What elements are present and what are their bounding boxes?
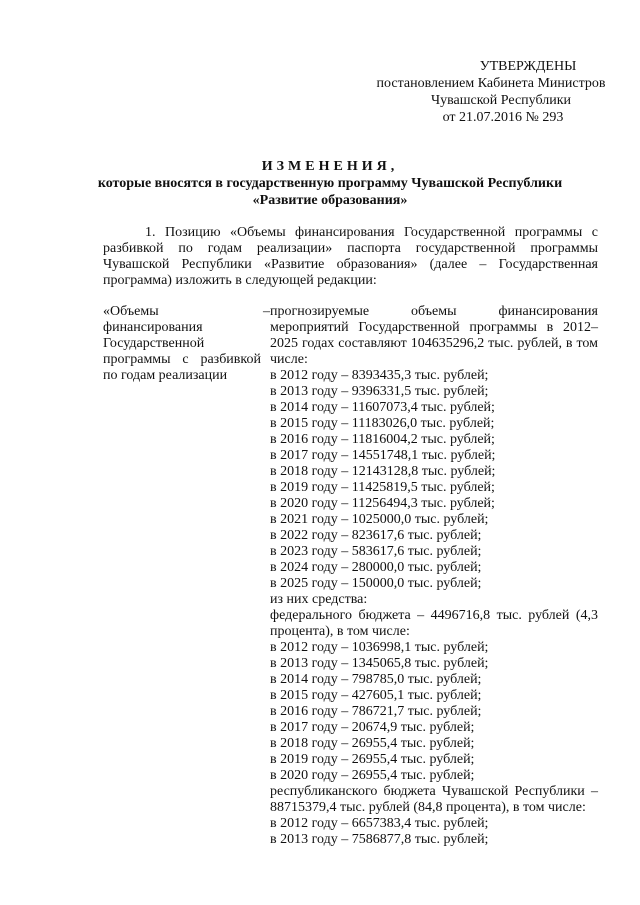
list-item: в 2017 году – 14551748,1 тыс. рублей;	[270, 448, 496, 463]
heading-line-1: которые вносятся в государственную программу Чувашской Республики	[97, 176, 563, 191]
list-item: в 2013 году – 9396331,5 тыс. рублей;	[270, 384, 489, 399]
list-item: в 2013 году – 7586877,8 тыс. рублей;	[270, 832, 489, 847]
list-item: в 2021 году – 1025000,0 тыс. рублей;	[270, 512, 489, 527]
list-item: в 2025 году – 150000,0 тыс. рублей;	[270, 576, 482, 591]
list-item: в 2024 году – 280000,0 тыс. рублей;	[270, 560, 482, 575]
list-item: в 2012 году – 6657383,4 тыс. рублей;	[270, 816, 489, 831]
list-item: в 2014 году – 11607073,4 тыс. рублей;	[270, 400, 495, 415]
table-dash: –	[263, 304, 270, 319]
list-item: в 2017 году – 20674,9 тыс. рублей;	[270, 720, 475, 735]
list-item: в 2013 году – 1345065,8 тыс. рублей;	[270, 656, 489, 671]
approval-line-3: от 21.07.2016 № 293	[442, 110, 564, 125]
approval-title: УТВЕРЖДЕНЫ	[479, 59, 577, 74]
list-item: в 2012 году – 8393435,3 тыс. рублей;	[270, 368, 489, 383]
total-years-list	[270, 368, 598, 592]
republic-years-list	[270, 816, 598, 848]
paragraph-text: 1. Позицию «Объемы финансирования Государственной программы с разбивкой по годам реализации» паспорта государственной программы Чувашской Республики «Развитие образования» (далее – Государственная программа) изложить в следующей редакции:	[103, 225, 598, 288]
list-item: в 2012 году – 1036998,1 тыс. рублей;	[270, 640, 489, 655]
list-item: в 2016 году – 11816004,2 тыс. рублей;	[270, 432, 495, 447]
list-item: в 2014 году – 798785,0 тыс. рублей;	[270, 672, 482, 687]
intro-paragraph	[103, 225, 598, 289]
heading-title: ИЗМЕНЕНИЯ,	[261, 159, 399, 174]
list-item: в 2023 году – 583617,6 тыс. рублей;	[270, 544, 482, 559]
republic-intro: республиканского бюджета Чувашской Республики – 88715379,4 тыс. рублей (84,8 процента), в том числе:	[270, 784, 598, 815]
list-item: в 2015 году – 427605,1 тыс. рублей;	[270, 688, 482, 703]
approval-block	[366, 58, 616, 126]
document-heading	[60, 158, 600, 209]
list-item: в 2022 году – 823617,6 тыс. рублей;	[270, 528, 482, 543]
list-item: в 2018 году – 26955,4 тыс. рублей;	[270, 736, 475, 751]
financing-details	[270, 304, 598, 848]
list-item: в 2020 году – 26955,4 тыс. рублей;	[270, 768, 475, 783]
list-item: в 2016 году – 786721,7 тыс. рублей;	[270, 704, 482, 719]
position-label: «Объемы финансирования Государственной программы с разбивкой по годам реализации	[103, 304, 261, 383]
approval-line-2: Чувашской Республики	[430, 93, 572, 108]
approval-line-1: постановлением Кабинета Министров	[376, 76, 606, 91]
list-item: в 2020 году – 11256494,3 тыс. рублей;	[270, 496, 495, 511]
financing-intro: прогнозируемые объемы финансирования мероприятий Государственной программы в 2012–2025 годах составляют 104635296,2 тыс. рублей, в том числе:	[270, 304, 598, 367]
federal-years-list	[270, 640, 598, 784]
list-item: в 2019 году – 11425819,5 тыс. рублей;	[270, 480, 495, 495]
federal-intro: федерального бюджета – 4496716,8 тыс. рублей (4,3 процента), в том числе:	[270, 608, 598, 639]
list-item: в 2019 году – 26955,4 тыс. рублей;	[270, 752, 475, 767]
list-item: в 2015 году – 11183026,0 тыс. рублей;	[270, 416, 495, 431]
list-item: в 2018 году – 12143128,8 тыс. рублей;	[270, 464, 496, 479]
heading-line-2: «Развитие образования»	[252, 193, 408, 208]
sources-label: из них средства:	[270, 592, 368, 607]
